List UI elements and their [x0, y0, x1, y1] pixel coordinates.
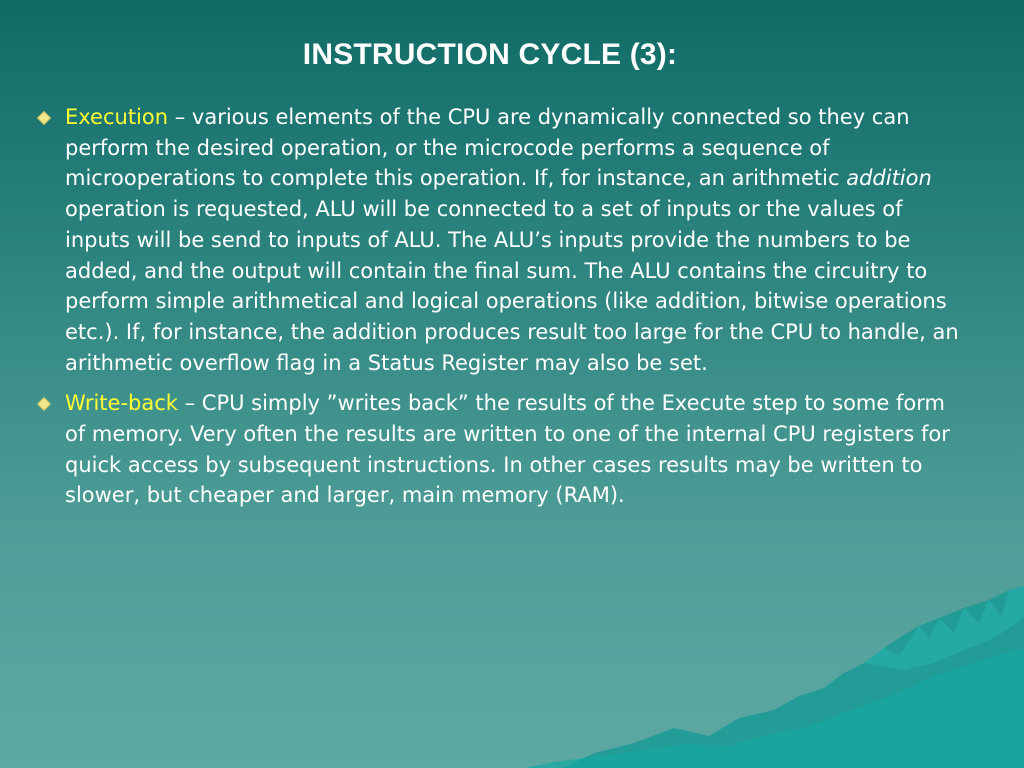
bullet-text: [65, 102, 964, 378]
bullet-body: – CPU simply ”writes back” the results of the Execute step to some form of memory. Very often the results are written to one of the internal CPU registers for quick access by subsequent instructions. In other cases results may be written to slower, but cheaper and larger, main memory (RAM).: [65, 391, 950, 508]
bullet-text: [65, 388, 964, 511]
bullet-term: Write-back: [65, 391, 178, 416]
iceberg-decoration: [524, 578, 1024, 768]
list-item-execution: [34, 102, 964, 378]
bullet-term: Execution: [65, 105, 169, 129]
bullet-emphasis: addition: [846, 166, 932, 191]
bullet-body: – various elements of the CPU are dynamically connected so they can perform the desired operation, or the microcode performs a sequence of microoperations to complete this operation. If, for instance, an arithmetic: [65, 105, 910, 191]
diamond-bullet-icon: [37, 397, 51, 411]
slide-title: INSTRUCTION CYCLE (3):: [302, 38, 678, 71]
diamond-bullet-icon: [37, 111, 51, 125]
bullet-list: [34, 102, 964, 521]
bullet-body-continued: operation is requested, ALU will be connected to a set of inputs or the values of inputs will be send to inputs of ALU. The ALU’s inputs provide the numbers to be added, and the output will contain the final sum. The ALU contains the circuitry to perform simple arithmetical and logical operations (like addition, bitwise operations etc.). If, for instance, the addition produces result too large for the CPU to handle, an arithmetic overflow flag in a Status Register may also be set.: [65, 197, 959, 375]
list-item-write-back: [34, 388, 964, 511]
